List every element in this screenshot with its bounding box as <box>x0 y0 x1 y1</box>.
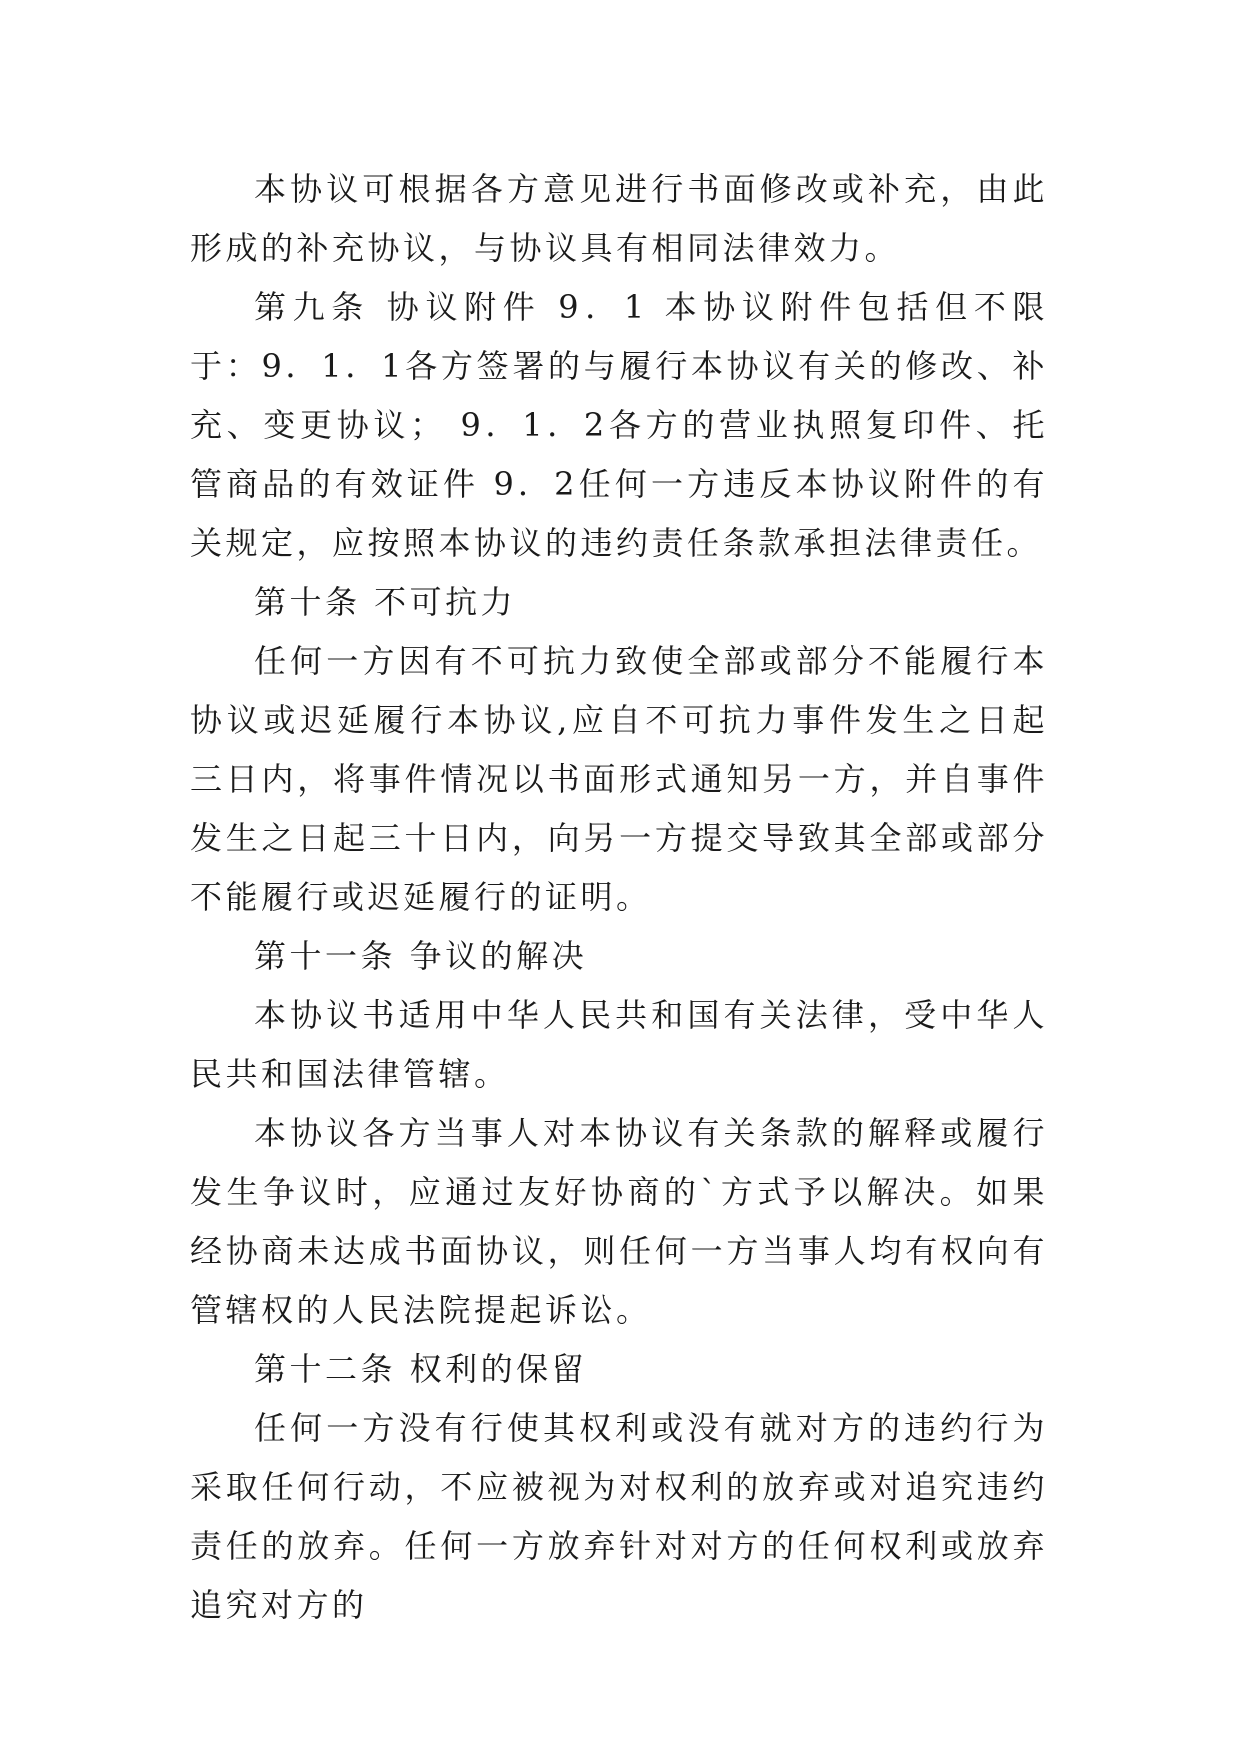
paragraph-article-9: 第九条 协议附件 9．1 本协议附件包括但不限于：9．1．1各方签署的与履行本协议有关的修改、补充、变更协议； 9．1．2各方的营业执照复印件、托管商品的有效证件 9．2任何一方违反本协议附件的有关规定，应按照本协议的违约责任条款承担法律责任。 <box>190 288 1048 562</box>
paragraph-reservation-of-rights: 任何一方没有行使其权利或没有就对方的违约行为采取任何行动，不应被视为对权利的放弃或对追究违约责任的放弃。任何一方放弃针对对方的任何权利或放弃追究对方的 <box>190 1409 1048 1624</box>
paragraph-dispute-resolution: 本协议各方当事人对本协议有关条款的解释或履行发生争议时，应通过友好协商的`方式予以解决。如果经协商未达成书面协议，则任何一方当事人均有权向有管辖权的人民法院提起诉讼。 <box>190 1114 1048 1329</box>
document-body <box>190 160 1048 1635</box>
paragraph-governing-law: 本协议书适用中华人民共和国有关法律，受中华人民共和国法律管辖。 <box>190 996 1048 1093</box>
paragraph-force-majeure: 任何一方因有不可抗力致使全部或部分不能履行本协议或迟延履行本协议,应自不可抗力事件发生之日起三日内，将事件情况以书面形式通知另一方，并自事件发生之日起三十日内，向另一方提交导致其全部或部分不能履行或迟延履行的证明。 <box>190 642 1048 916</box>
heading-article-11: 第十一条 争议的解决 <box>254 937 588 975</box>
heading-article-12: 第十二条 权利的保留 <box>254 1350 588 1388</box>
paragraph-supplement: 本协议可根据各方意见进行书面修改或补充，由此形成的补充协议，与协议具有相同法律效力。 <box>190 170 1048 267</box>
heading-article-10: 第十条 不可抗力 <box>254 583 517 621</box>
